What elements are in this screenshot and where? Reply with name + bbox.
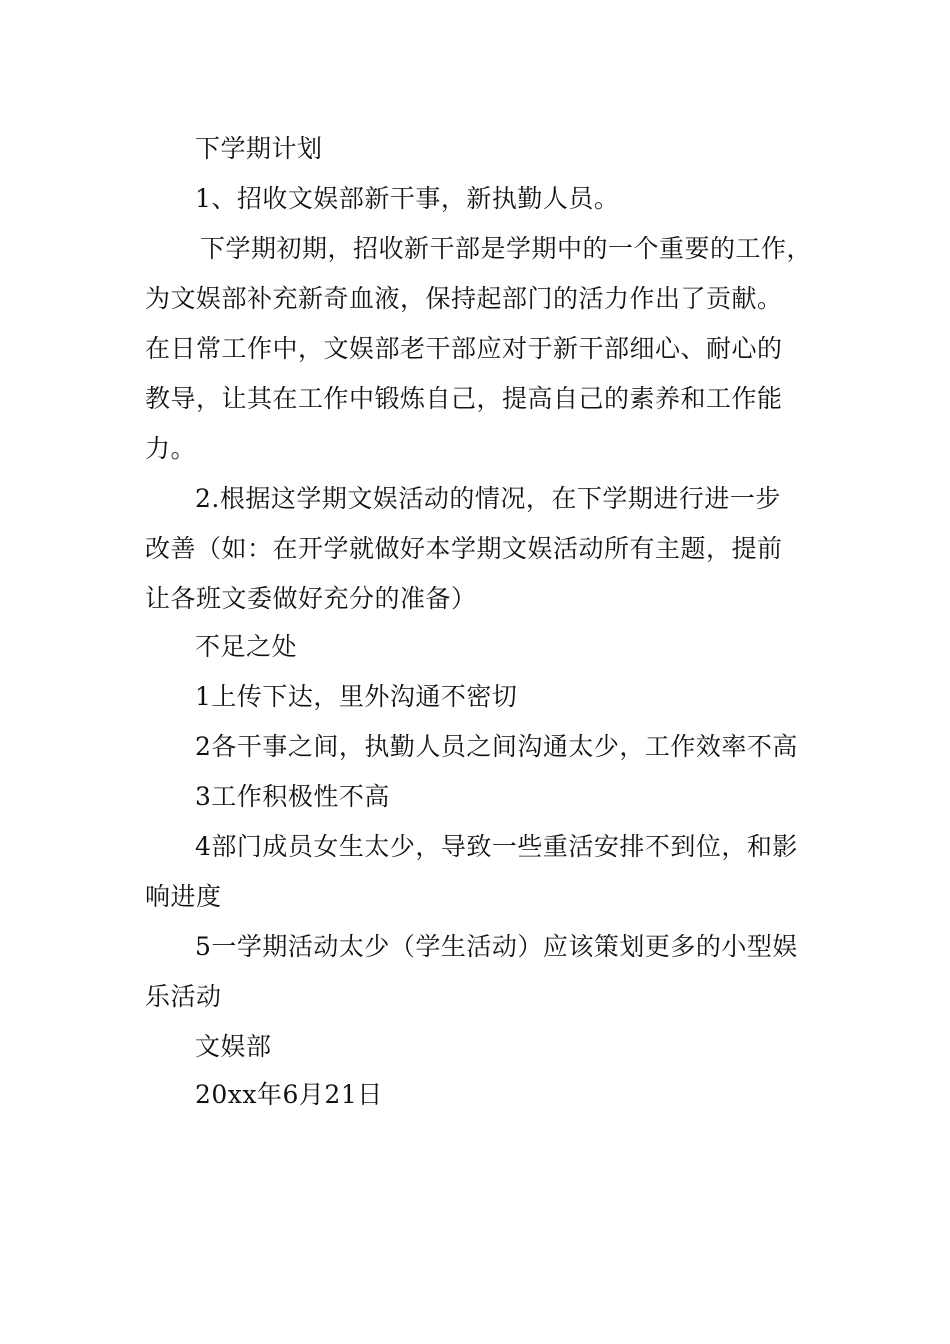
shortcoming-item-continued: 乐活动 bbox=[145, 982, 222, 1011]
shortcoming-item: 2各干事之间，执勤人员之间沟通太少，工作效率不高 bbox=[195, 732, 798, 761]
item1-body-line: 力。 bbox=[145, 434, 197, 463]
item2-line: 改善（如：在开学就做好本学期文娱活动所有主题，提前 bbox=[145, 534, 783, 563]
plan-heading: 下学期计划 bbox=[195, 134, 323, 163]
item1-body-line: 在日常工作中，文娱部老干部应对于新干部细心、耐心的 bbox=[145, 334, 783, 363]
signature-date: 20xx年6月21日 bbox=[195, 1080, 383, 1109]
signature-department: 文娱部 bbox=[195, 1032, 272, 1061]
item2-line: 2.根据这学期文娱活动的情况，在下学期进行进一步 bbox=[195, 484, 781, 513]
item1-body-line: 教导，让其在工作中锻炼自己，提高自己的素养和工作能 bbox=[145, 384, 783, 413]
shortcoming-item: 4部门成员女生太少，导致一些重活安排不到位，和影 bbox=[195, 832, 798, 861]
shortcomings-heading: 不足之处 bbox=[195, 632, 298, 661]
shortcoming-item-continued: 响进度 bbox=[145, 882, 222, 911]
item1-title: 1、招收文娱部新干事，新执勤人员。 bbox=[195, 184, 620, 213]
shortcoming-item: 1上传下达，里外沟通不密切 bbox=[195, 682, 518, 711]
shortcoming-item: 5一学期活动太少（学生活动）应该策划更多的小型娱 bbox=[195, 932, 798, 961]
item1-body-line: 下学期初期，招收新干部是学期中的一个重要的工作， bbox=[200, 234, 813, 263]
item1-body-line: 为文娱部补充新奇血液，保持起部门的活力作出了贡献。 bbox=[145, 284, 783, 313]
shortcoming-item: 3工作积极性不高 bbox=[195, 782, 390, 811]
item2-line: 让各班文委做好充分的准备） bbox=[145, 584, 477, 613]
